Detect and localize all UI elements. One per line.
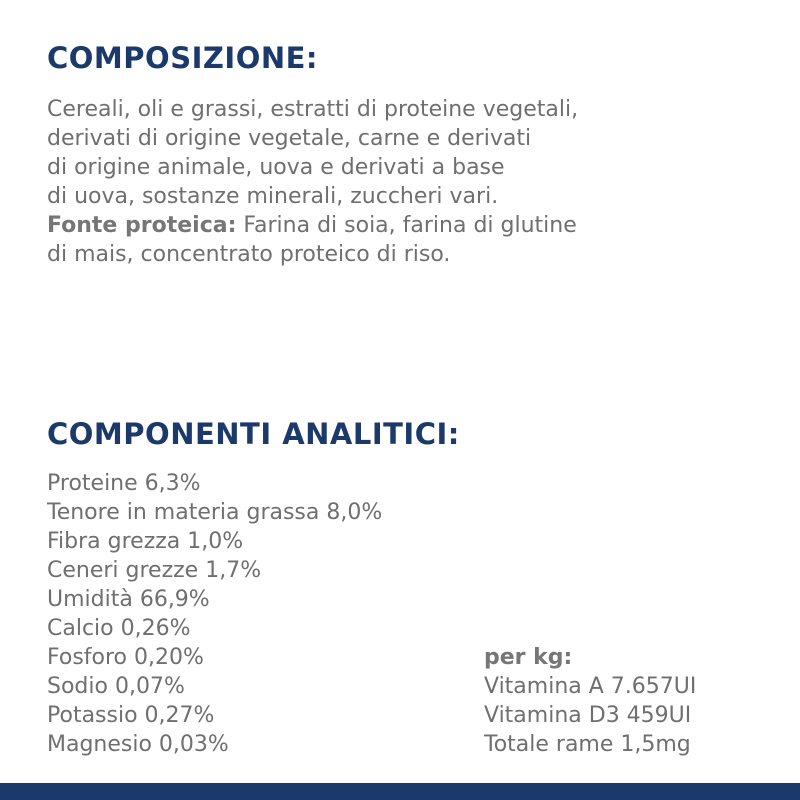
analytics-item: Ceneri grezze 1,7% xyxy=(47,558,262,583)
analytics-item: Fibra grezza 1,0% xyxy=(47,529,244,554)
composition-text xyxy=(47,95,747,269)
analytics-item: Umidità 66,9% xyxy=(47,587,210,612)
analytics-item: Fosforo 0,20% xyxy=(47,645,204,670)
composition-line: di uova, sostanze minerali, zuccheri vari. xyxy=(47,184,499,209)
per-kg-item: Vitamina A 7.657UI xyxy=(484,674,697,699)
composition-line: derivati di origine vegetale, carne e derivati xyxy=(47,126,532,151)
bottom-bar xyxy=(0,783,800,800)
composition-line: Cereali, oli e grassi, estratti di proteine vegetali, xyxy=(47,97,579,122)
analytics-item: Sodio 0,07% xyxy=(47,674,185,699)
protein-source-line xyxy=(47,211,747,240)
analytics-item: Tenore in materia grassa 8,0% xyxy=(47,500,383,525)
analytics-heading: COMPONENTI ANALITICI: xyxy=(47,417,460,451)
per-kg-title: per kg: xyxy=(484,645,573,670)
per-kg-item: Vitamina D3 459UI xyxy=(484,703,692,728)
protein-source-label: Fonte proteica: xyxy=(47,213,237,238)
analytics-list xyxy=(47,469,382,759)
analytics-item: Potassio 0,27% xyxy=(47,703,215,728)
composition-heading: COMPOSIZIONE: xyxy=(47,41,319,75)
protein-source-continuation: di mais, concentrato proteico di riso. xyxy=(47,242,451,267)
per-kg-block xyxy=(484,643,696,759)
protein-source-text: Farina di soia, farina di glutine xyxy=(236,213,577,238)
per-kg-list xyxy=(484,672,696,759)
per-kg-item: Totale rame 1,5mg xyxy=(484,732,691,757)
composition-line: di origine animale, uova e derivati a base xyxy=(47,155,505,180)
analytics-item: Calcio 0,26% xyxy=(47,616,191,641)
analytics-item: Magnesio 0,03% xyxy=(47,732,229,757)
analytics-item: Proteine 6,3% xyxy=(47,471,201,496)
